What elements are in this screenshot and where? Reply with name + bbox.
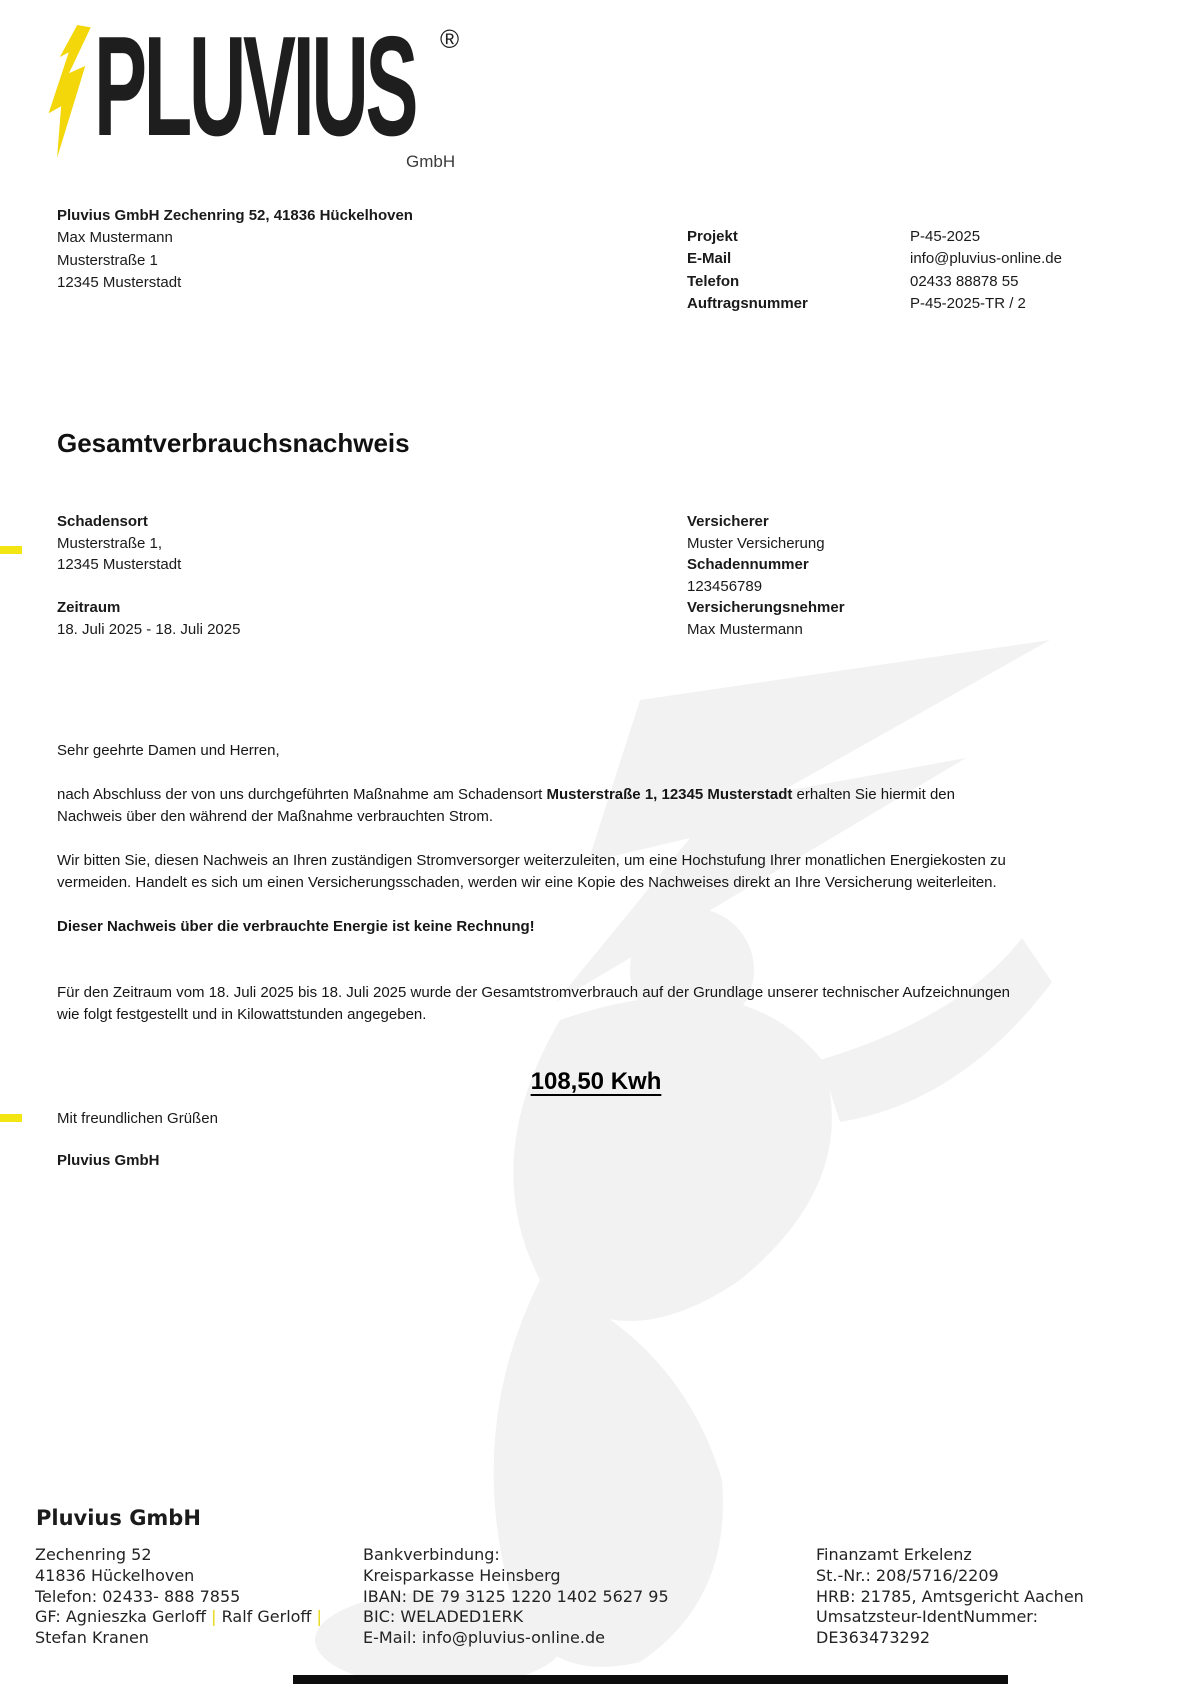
versicherungsnehmer-value: Max Mustermann	[687, 620, 803, 638]
footer-hrb: HRB: 21785, Amtsgericht Aachen	[816, 1586, 1084, 1606]
meta-label: Auftragsnummer	[687, 295, 808, 313]
meta-value: P-45-2025	[910, 228, 981, 245]
meta-value: P-45-2025-TR / 2	[910, 295, 1026, 313]
insurance-block	[687, 511, 845, 641]
greeting: Sehr geehrte Damen und Herren,	[57, 742, 280, 759]
footer-vat-label: Umsatzsteur-IdentNummer:	[816, 1607, 1038, 1627]
total-consumption-value: 108,50 Kwh	[530, 1068, 662, 1095]
recipient-street: Musterstraße 1	[57, 251, 158, 269]
schadensort-street: Musterstraße 1,	[57, 534, 163, 552]
bottom-bar	[293, 1675, 1008, 1684]
meta-value: info@pluvius-online.de	[910, 250, 1062, 268]
footer-company-name: Pluvius GmbH	[36, 1506, 201, 1530]
paragraph-1-pre: nach Abschluss der von uns durchgeführten Maßnahme am Schadensort	[57, 786, 547, 803]
fold-mark-top	[0, 546, 22, 554]
footer-email: E-Mail: info@pluvius-online.de	[363, 1628, 605, 1648]
paragraph-1-address-bold: Musterstraße 1, 12345 Musterstadt	[546, 786, 793, 803]
pluvius-logo	[20, 8, 460, 178]
footer-tax-office: Finanzamt Erkelenz	[816, 1545, 972, 1564]
versicherer-label: Versicherer	[687, 513, 769, 530]
no-invoice-notice: Dieser Nachweis über die verbrauchte Energie ist keine Rechnung!	[57, 918, 535, 935]
footer-tax-number: St.-Nr.: 208/5716/2209	[816, 1565, 999, 1585]
spacer-row	[57, 576, 240, 598]
page-title: Gesamtverbrauchsnachweis	[57, 428, 410, 458]
versicherer-value: Muster Versicherung	[687, 534, 825, 552]
zeitraum-label: Zeitraum	[57, 599, 121, 617]
schadennummer-value: 123456789	[687, 577, 763, 595]
meta-block	[687, 226, 1157, 316]
versicherungsnehmer-label: Versicherungsnehmer	[687, 599, 845, 617]
meta-row-auftragsnummer	[687, 293, 1157, 315]
pipe-separator: |	[211, 1607, 217, 1627]
footer-address-column	[35, 1545, 355, 1649]
footer-city: 41836 Hückelhoven	[35, 1565, 195, 1585]
footer-bic: BIC: WELADED1ERK	[363, 1607, 524, 1627]
letter-body	[57, 740, 1015, 1026]
footer-tax-column	[816, 1545, 1176, 1649]
meta-row-projekt	[687, 226, 1157, 248]
footer-gf-line	[35, 1607, 355, 1628]
meta-label: E-Mail	[687, 250, 732, 268]
fold-mark-bottom	[0, 1114, 22, 1122]
paragraph-2: Wir bitten Sie, diesen Nachweis an Ihren zuständigen Stromversorger weiterzuleiten, um eine Hochstufung Ihrer monatlichen Energiekosten zu vermeiden. Handelt es sich um einen Versicherungsschaden, werden wir eine Kopie des Nachweises direkt an Ihre Versicherung weiterleiten.	[57, 852, 1006, 891]
schadennummer-label: Schadennummer	[687, 556, 809, 574]
zeitraum-value: 18. Juli 2025 - 18. Juli 2025	[57, 620, 241, 638]
recipient-block	[57, 205, 413, 295]
footer-gf-2: Ralf Gerloff	[221, 1607, 312, 1627]
footer-gf-1: GF: Agnieszka Gerloff	[35, 1607, 207, 1627]
meta-label: Telefon	[687, 272, 740, 290]
sender-return-address: Pluvius GmbH Zechenring 52, 41836 Hückelhoven	[57, 207, 413, 224]
paragraph-1	[57, 784, 1015, 828]
footer-phone: Telefon: 02433- 888 7855	[35, 1586, 241, 1606]
paragraph-1-post: erhalten Sie hiermit den Nachweis über den während der Maßnahme verbrauchten Strom.	[57, 786, 955, 825]
pipe-separator: |	[316, 1607, 322, 1627]
meta-row-telefon	[687, 271, 1157, 293]
schadensort-label: Schadensort	[57, 513, 148, 530]
recipient-name: Max Mustermann	[57, 229, 173, 247]
damage-location-block	[57, 511, 240, 641]
closing-signature: Pluvius GmbH	[57, 1152, 160, 1169]
footer-bank-title: Bankverbindung:	[363, 1545, 500, 1564]
meta-row-email	[687, 248, 1157, 270]
footer-street: Zechenring 52	[35, 1545, 152, 1564]
meta-value: 02433 88878 55	[910, 272, 1019, 290]
footer-vat-id: DE363473292	[816, 1628, 931, 1648]
meta-label: Projekt	[687, 228, 738, 245]
closing-regards: Mit freundlichen Grüßen	[57, 1110, 218, 1127]
registered-trademark-symbol: ®	[440, 24, 460, 54]
footer-gf-3: Stefan Kranen	[35, 1628, 149, 1648]
brand-suffix: GmbH	[406, 152, 456, 171]
brand-wordmark: PLUVIUS	[94, 7, 416, 166]
footer-bank-name: Kreisparkasse Heinsberg	[363, 1565, 561, 1585]
recipient-city: 12345 Musterstadt	[57, 274, 182, 292]
footer-iban: IBAN: DE 79 3125 1220 1402 5627 95	[363, 1586, 669, 1606]
paragraph-3: Für den Zeitraum vom 18. Juli 2025 bis 18. Juli 2025 wurde der Gesamtstromverbrauch auf der Grundlage unserer technischer Aufzeichnungen wie folgt festgestellt und in Kilowattstunden angegeben.	[57, 984, 1011, 1023]
footer-bank-column	[363, 1545, 763, 1649]
schadensort-city: 12345 Musterstadt	[57, 556, 182, 574]
